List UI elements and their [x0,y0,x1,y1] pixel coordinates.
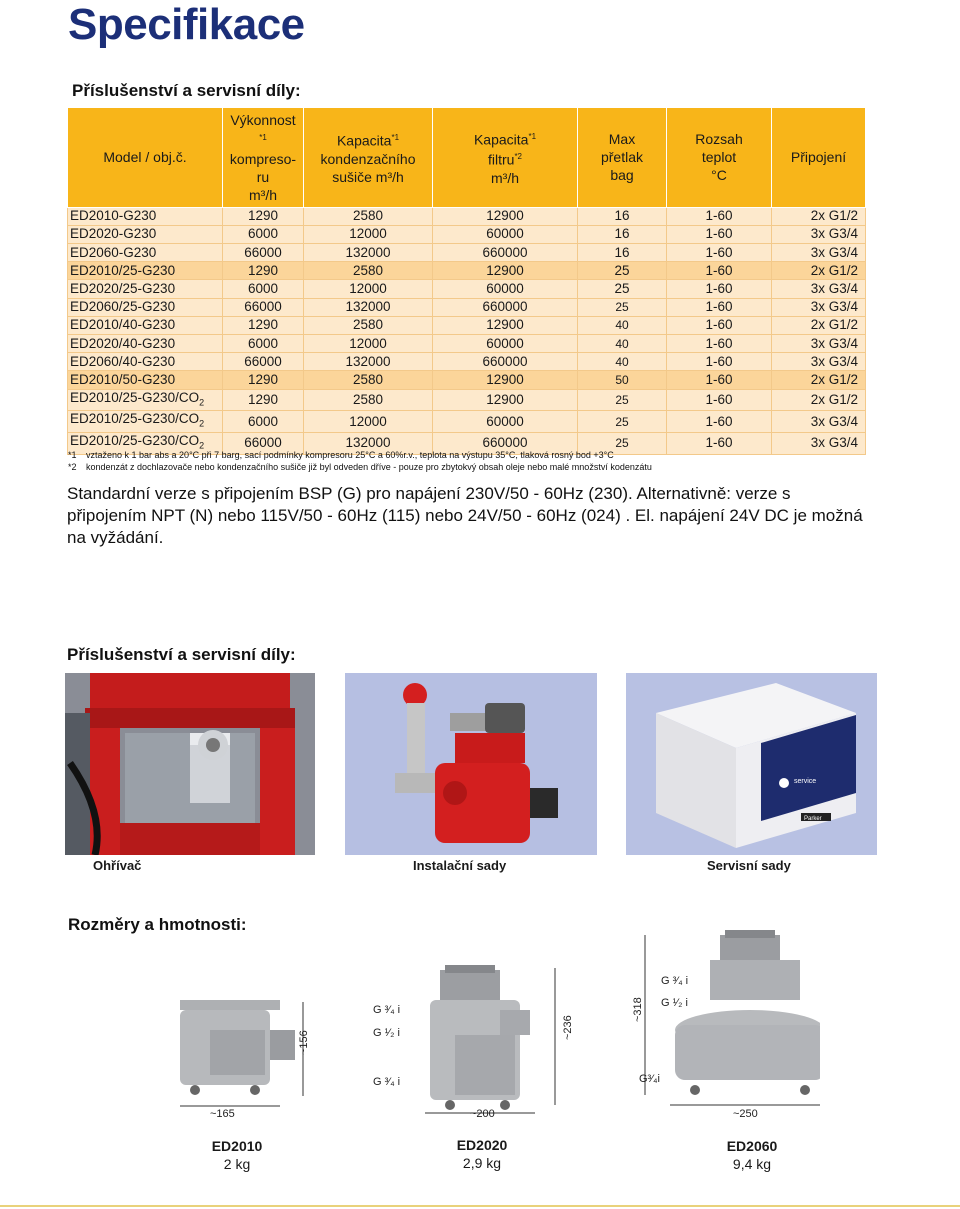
table-header-row [68,108,866,208]
cell-conn: 2x G1/2 [772,389,866,411]
cell-dryer: 132000 [304,298,433,316]
ed2060-width-label: ~250 [733,1108,758,1120]
cell-conn: 2x G1/2 [772,207,866,225]
cell-model: ED2010/25-G230 [68,262,223,280]
ed2020-height-label: ~236 [562,1015,574,1040]
product-name-ed2020: ED2020 [456,1137,508,1153]
cell-flow: 1290 [223,262,304,280]
footnote-2: *2 kondenzát z dochlazovače nebo kondenzačního sušiče již byl odveden dříve - pouze pro zbytokvý obsah oleje nebo malé množství kodenzátu [68,462,652,472]
cell-filter: 12900 [433,316,578,334]
product-weight-ed2060: 9,4 kg [732,1156,772,1172]
table-row [68,411,866,433]
service-kit-photo [626,673,877,855]
cell-pressure: 16 [578,244,667,262]
cell-filter: 12900 [433,389,578,411]
cell-dryer: 12000 [304,334,433,352]
table-row [68,280,866,298]
ed2010-height-label: ~156 [298,1030,310,1055]
cell-dryer: 2580 [304,371,433,389]
heater-photo [65,673,315,855]
cell-conn: 3x G3/4 [772,411,866,433]
bottom-rule [0,1205,960,1207]
cell-filter: 660000 [433,298,578,316]
cell-flow: 66000 [223,298,304,316]
cell-temp: 1-60 [667,316,772,334]
cell-temp: 1-60 [667,244,772,262]
cell-dryer: 2580 [304,262,433,280]
cell-dryer: 2580 [304,316,433,334]
cell-filter: 12900 [433,207,578,225]
cell-pressure: 25 [578,389,667,411]
table-row [68,225,866,243]
cell-pressure: 25 [578,262,667,280]
ed2020-port-3: G ³⁄₄ i [373,1076,401,1088]
cell-temp: 1-60 [667,207,772,225]
cell-filter: 60000 [433,280,578,298]
header-flow: Výkonnost $^{*1}$ kompreso- ru m³/h [223,108,304,208]
caption-heater: Ohřívač [93,858,142,873]
page-title: Specifikace [68,0,305,49]
cell-filter: 60000 [433,411,578,433]
cell-pressure: 16 [578,225,667,243]
footnote-1: *1 vztaženo k 1 bar abs a 20°C při 7 barg, sací podmínky kompresoru 25°C a 60%r.v., teplota na výstupu 35°C, tlaková rosný bod +3°C [68,450,614,460]
voltage-paragraph: Standardní verze s připojením BSP (G) pro napájení 230V/50 - 60Hz (230). Alternativně: verze s připojením NPT (N) nebo 115V/50 - 60Hz (115) nebo 24V/50 - 60Hz (024) . El. napájení 24V DC je možná na vyžádání. [67,484,863,547]
cell-conn: 2x G1/2 [772,316,866,334]
cell-filter: 660000 [433,353,578,371]
cell-dryer: 12000 [304,225,433,243]
cell-flow: 1290 [223,389,304,411]
table-row [68,298,866,316]
cell-model: ED2010-G230 [68,207,223,225]
cell-flow: 6000 [223,334,304,352]
cell-model: $ED2010/25-G230/CO_2$ [68,389,223,411]
table-row [68,262,866,280]
specification-table [67,107,866,455]
caption-service-kit: Servisní sady [707,858,791,873]
box-logo-text: service [794,778,817,785]
cell-model: ED2060/40-G230 [68,353,223,371]
cell-conn: 3x G3/4 [772,225,866,243]
product-name-ed2010: ED2010 [211,1138,263,1154]
product-weight-ed2020: 2,9 kg [462,1155,502,1171]
cell-pressure: 25 [578,298,667,316]
ed2060-height-label: ~318 [632,997,644,1022]
cell-conn: 3x G3/4 [772,334,866,352]
table-row [68,353,866,371]
accessories-heading: Příslušenství a servisní díly: [67,645,296,664]
cell-flow: 66000 [223,353,304,371]
cell-flow: 1290 [223,207,304,225]
cell-conn: 3x G3/4 [772,353,866,371]
table-row [68,244,866,262]
cell-temp: 1-60 [667,225,772,243]
cell-temp: 1-60 [667,389,772,411]
ed2020-port-1: G ³⁄₄ i [373,1004,401,1016]
brand-text: Parker [804,816,822,822]
cell-filter: 60000 [433,334,578,352]
cell-model: ED2010/50-G230 [68,371,223,389]
cell-dryer: 132000 [304,353,433,371]
table-row [68,207,866,225]
cell-model: ED2020/25-G230 [68,280,223,298]
dimensions-heading: Rozměry a hmotnosti: [68,915,247,934]
cell-temp: 1-60 [667,262,772,280]
product-name-ed2060: ED2060 [726,1138,778,1154]
accessories-heading-top: Příslušenství a servisní díly: [72,81,301,100]
cell-flow: 66000 [223,432,304,454]
cell-temp: 1-60 [667,280,772,298]
table-row [68,371,866,389]
cell-conn: 2x G1/2 [772,262,866,280]
cell-pressure: 40 [578,353,667,371]
cell-temp: 1-60 [667,411,772,433]
cell-filter: 12900 [433,371,578,389]
cell-model: ED2020-G230 [68,225,223,243]
ed2060-drawing [640,930,820,1110]
ed2060-port-2: G ¹⁄₂ i [661,997,688,1009]
header-connection: Připojení [772,108,866,208]
cell-flow: 66000 [223,244,304,262]
cell-pressure: 16 [578,207,667,225]
cell-pressure: 25 [578,411,667,433]
cell-conn: 3x G3/4 [772,298,866,316]
ed2020-width-label: ~200 [470,1108,495,1120]
table-row [68,316,866,334]
cell-dryer: 2580 [304,207,433,225]
cell-pressure: 40 [578,316,667,334]
cell-filter: 12900 [433,262,578,280]
header-temperature: Rozsah teplot °C [667,108,772,208]
table-row [68,334,866,352]
cell-conn: 3x G3/4 [772,280,866,298]
cell-filter: 660000 [433,244,578,262]
product-weight-ed2010: 2 kg [223,1156,251,1172]
cell-pressure: 50 [578,371,667,389]
header-model: Model / obj.č. [68,108,223,208]
header-filter-capacity: Kapacita$^{*1}$ filtru$^{*2}$ m³/h [433,108,578,208]
cell-model: ED2060/25-G230 [68,298,223,316]
ed2020-drawing [405,965,580,1115]
ed2060-port-3: G³⁄₄i [639,1073,660,1085]
cell-pressure: 40 [578,334,667,352]
cell-flow: 1290 [223,371,304,389]
cell-dryer: 132000 [304,432,433,454]
cell-flow: 6000 [223,280,304,298]
cell-model: $ED2010/25-G230/CO_2$ [68,432,223,454]
installation-kit-photo [345,673,597,855]
cell-dryer: 132000 [304,244,433,262]
cell-conn: 3x G3/4 [772,432,866,454]
cell-filter: 660000 [433,432,578,454]
cell-model: ED2060-G230 [68,244,223,262]
ed2060-port-1: G ³⁄₄ i [661,975,689,987]
cell-flow: 6000 [223,225,304,243]
cell-pressure: 25 [578,432,667,454]
cell-temp: 1-60 [667,432,772,454]
caption-installation-kit: Instalační sady [413,858,507,873]
ed2010-width-label: ~165 [210,1108,235,1120]
table-body [68,207,866,454]
cell-conn: 3x G3/4 [772,244,866,262]
cell-pressure: 25 [578,280,667,298]
cell-temp: 1-60 [667,371,772,389]
cell-flow: 6000 [223,411,304,433]
cell-flow: 1290 [223,316,304,334]
ed2020-port-2: G ¹⁄₂ i [373,1027,400,1039]
cell-dryer: 2580 [304,389,433,411]
ed2010-drawing [175,1000,315,1115]
cell-dryer: 12000 [304,280,433,298]
cell-conn: 2x G1/2 [772,371,866,389]
header-dryer-capacity: Kapacita$^{*1}$ kondenzačního sušiče m³/h [304,108,433,208]
table-row [68,389,866,411]
cell-model: ED2020/40-G230 [68,334,223,352]
cell-filter: 60000 [433,225,578,243]
cell-model: ED2010/40-G230 [68,316,223,334]
cell-dryer: 12000 [304,411,433,433]
cell-temp: 1-60 [667,353,772,371]
cell-temp: 1-60 [667,298,772,316]
cell-model: $ED2010/25-G230/CO_2$ [68,411,223,433]
cell-temp: 1-60 [667,334,772,352]
header-max-pressure: Max přetlak bag [578,108,667,208]
